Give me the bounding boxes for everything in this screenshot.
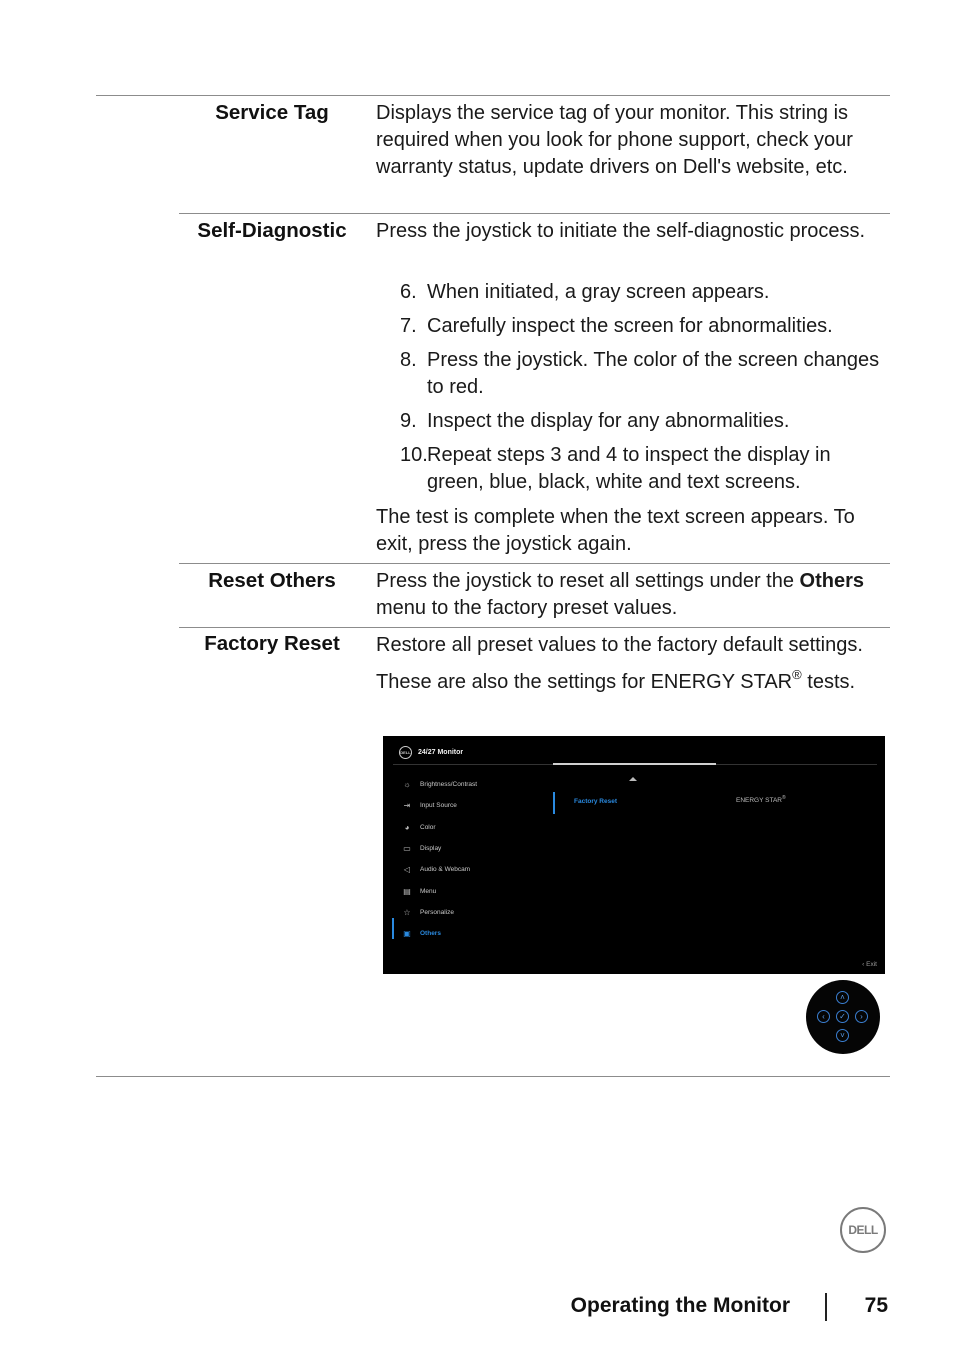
desc-text: tests. <box>801 671 856 693</box>
osd-item-input-source[interactable] <box>402 795 477 816</box>
dell-logo-icon: DELL <box>399 746 412 759</box>
exit-label: Exit <box>866 961 877 968</box>
step-item <box>400 279 888 306</box>
osd-item-display[interactable] <box>402 838 477 859</box>
desc-text: Restore all preset values to the factory default settings. These are also the settings for ENERGY STAR <box>376 634 863 693</box>
osd-column-indicator <box>553 763 716 765</box>
step-text: Press the joystick. The color of the screen changes to red. <box>427 349 880 398</box>
scroll-up-icon <box>629 777 637 781</box>
osd-item-brightness-contrast[interactable] <box>402 774 477 795</box>
step-text: Repeat steps 3 and 4 to inspect the display in green, blue, black, white and text screens. <box>427 444 831 493</box>
joystick-left-icon: ‹ <box>817 1010 830 1023</box>
others-icon: ▣ <box>403 929 411 939</box>
term-self-diagnostic: Self-Diagnostic <box>197 219 347 242</box>
desc-self-diagnostic-intro: Press the joystick to initiate the self-diagnostic process. <box>376 220 866 242</box>
audio-icon: ◁ <box>403 865 411 875</box>
desc-bold-others: Others <box>799 570 865 592</box>
joystick-up-icon: ˄ <box>836 991 849 1004</box>
footer-separator <box>825 1293 827 1321</box>
osd-item-label: Others <box>420 930 441 938</box>
osd-item-label: Personalize <box>420 908 454 916</box>
osd-energy-star-value <box>736 795 786 804</box>
self-diagnostic-steps <box>400 279 888 503</box>
row-rule-1 <box>179 213 890 214</box>
step-item <box>400 313 888 340</box>
osd-item-personalize[interactable] <box>402 902 477 923</box>
joystick-diagram <box>806 980 880 1054</box>
table-top-rule <box>96 95 890 96</box>
dell-logo-icon: DELL <box>840 1207 886 1253</box>
osd-active-marker <box>392 918 394 939</box>
step-number: 8. <box>400 349 417 371</box>
term-factory-reset: Factory Reset <box>204 632 340 655</box>
osd-item-label: Audio & Webcam <box>420 866 471 874</box>
osd-header <box>399 744 463 760</box>
desc-factory-reset <box>376 631 888 697</box>
osd-item-label: Color <box>420 823 436 831</box>
osd-main-menu <box>402 774 477 944</box>
display-icon: ▭ <box>403 844 411 854</box>
osd-item-label: Brightness/Contrast <box>420 781 478 789</box>
step-number: 7. <box>400 315 417 337</box>
footer-section-title: Operating the Monitor <box>570 1294 790 1317</box>
joystick-down-icon: ˅ <box>836 1029 849 1042</box>
step-item <box>400 347 888 401</box>
chevron-left-icon: ‹ <box>862 961 865 968</box>
osd-menu-screenshot <box>383 736 885 974</box>
personalize-icon: ☆ <box>403 907 411 917</box>
osd-item-others[interactable] <box>402 923 477 944</box>
step-item <box>400 408 888 435</box>
menu-icon: ▤ <box>403 886 411 896</box>
osd-item-label: Input Source <box>420 802 457 810</box>
term-reset-others: Reset Others <box>208 569 336 592</box>
osd-submenu-marker <box>553 792 555 814</box>
osd-item-audio-webcam[interactable] <box>402 859 477 880</box>
desc-self-diagnostic-outro: The test is complete when the text screen appears. To exit, press the joystick again. <box>376 506 855 555</box>
desc-service-tag: Displays the service tag of your monitor. This string is required when you look for phone support, check your warranty status, update drivers on Dell's website, etc. <box>376 102 853 178</box>
page-number: 75 <box>864 1294 888 1317</box>
step-text: Carefully inspect the screen for abnormalities. <box>427 315 833 337</box>
step-number: 6. <box>400 281 417 303</box>
desc-text: menu to the factory preset values. <box>376 597 678 619</box>
osd-item-color[interactable] <box>402 817 477 838</box>
desc-reset-others <box>376 568 888 622</box>
osd-submenu-factory-reset[interactable]: Factory Reset <box>574 798 617 805</box>
input-source-icon: ⇥ <box>403 801 411 811</box>
desc-text: Press the joystick to reset all settings under the <box>376 570 800 592</box>
registered-mark: ® <box>782 795 786 801</box>
osd-item-menu[interactable] <box>402 880 477 901</box>
step-text: Inspect the display for any abnormalities. <box>427 410 790 432</box>
step-item <box>400 442 888 496</box>
osd-item-label: Menu <box>420 887 437 895</box>
term-service-tag: Service Tag <box>215 101 329 124</box>
energy-star-label: ENERGY STAR <box>736 797 782 804</box>
joystick-right-icon: › <box>855 1010 868 1023</box>
brightness-icon: ☼ <box>403 780 411 790</box>
row-rule-2 <box>179 563 890 564</box>
osd-title: 24/27 Monitor <box>418 748 464 756</box>
step-number: 9. <box>400 410 417 432</box>
joystick-select-icon: ✓ <box>836 1010 849 1023</box>
step-text: When initiated, a gray screen appears. <box>427 281 770 303</box>
osd-item-label: Display <box>420 845 442 853</box>
row-rule-3 <box>179 627 890 628</box>
table-bottom-rule <box>96 1076 890 1077</box>
color-icon: ◕ <box>404 822 410 832</box>
osd-exit[interactable] <box>862 961 877 968</box>
registered-mark: ® <box>792 667 802 682</box>
step-number: 10. <box>400 444 428 466</box>
